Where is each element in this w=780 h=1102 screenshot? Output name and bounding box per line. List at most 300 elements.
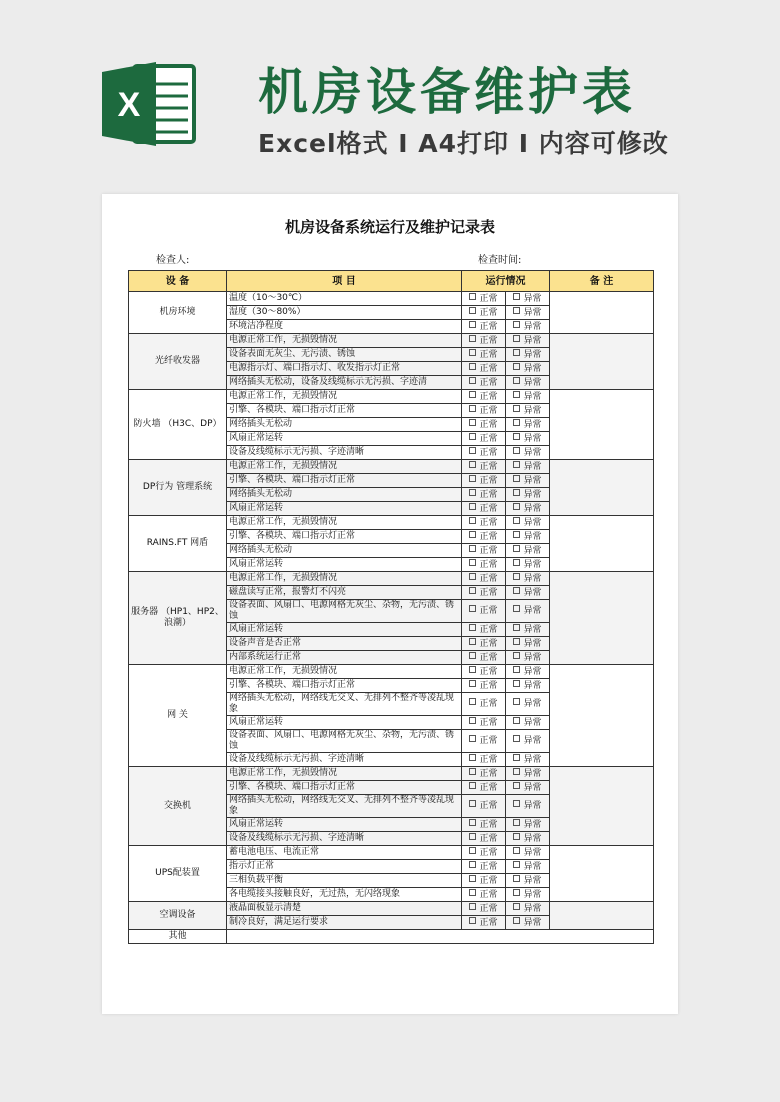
status-normal-cell[interactable]	[462, 334, 506, 348]
checkbox-abnormal[interactable]	[513, 782, 520, 789]
remarks-cell[interactable]	[550, 572, 654, 665]
check-item-cell: 引擎、各模块、端口指示灯正常	[227, 781, 462, 795]
checkbox-abnormal[interactable]	[513, 861, 520, 868]
check-item-cell: 电源正常工作，无损毁情况	[227, 334, 462, 348]
checkbox-abnormal[interactable]	[513, 405, 520, 412]
check-item-cell: 风扇正常运转	[227, 716, 462, 730]
checkbox-abnormal[interactable]	[513, 531, 520, 538]
check-item-cell: 设备表面无灰尘、无污渍、锈蚀	[227, 348, 462, 362]
checkbox-abnormal[interactable]	[513, 489, 520, 496]
equipment-cell: UPS配装置	[129, 846, 227, 902]
equipment-cell: 其他	[129, 930, 227, 944]
status-normal-cell[interactable]	[462, 404, 506, 418]
check-item-cell: 指示灯正常	[227, 860, 462, 874]
checkbox-abnormal[interactable]	[513, 433, 520, 440]
status-abnormal-cell[interactable]	[506, 544, 550, 558]
status-normal-cell[interactable]	[462, 730, 506, 753]
check-item-cell: 电源正常工作，无损毁情况	[227, 516, 462, 530]
status-normal-label: 正常	[479, 573, 498, 584]
header-status: 运行情况	[462, 271, 550, 292]
status-normal-cell[interactable]	[462, 637, 506, 651]
checkbox-abnormal[interactable]	[513, 377, 520, 384]
status-normal-cell[interactable]	[462, 679, 506, 693]
checkbox-normal[interactable]	[469, 391, 476, 398]
status-abnormal-cell[interactable]	[506, 460, 550, 474]
document-title: 机房设备系统运行及维护记录表	[284, 218, 495, 236]
status-normal-label: 正常	[479, 889, 498, 900]
status-abnormal-label: 异常	[523, 321, 542, 332]
status-normal-cell[interactable]	[462, 586, 506, 600]
status-abnormal-cell[interactable]	[506, 623, 550, 637]
status-abnormal-label: 异常	[523, 652, 542, 663]
status-normal-cell[interactable]	[462, 832, 506, 846]
checkbox-abnormal[interactable]	[513, 917, 520, 924]
status-normal-cell[interactable]	[462, 348, 506, 362]
status-normal-cell[interactable]	[462, 572, 506, 586]
checkbox-normal[interactable]	[469, 489, 476, 496]
checkbox-abnormal[interactable]	[513, 754, 520, 761]
equipment-cell: RAINS.FT 网盾	[129, 516, 227, 572]
status-normal-label: 正常	[479, 517, 498, 528]
status-normal-cell[interactable]	[462, 818, 506, 832]
status-normal-label: 正常	[479, 307, 498, 318]
check-item-cell: 电源指示灯、端口指示灯、收发指示灯正常	[227, 362, 462, 376]
status-abnormal-cell[interactable]	[506, 334, 550, 348]
checkbox-abnormal[interactable]	[513, 800, 520, 807]
status-normal-cell[interactable]	[462, 916, 506, 930]
status-abnormal-label: 异常	[523, 349, 542, 360]
checkbox-normal[interactable]	[469, 419, 476, 426]
checkbox-normal[interactable]	[469, 335, 476, 342]
status-normal-cell[interactable]	[462, 888, 506, 902]
excel-logo-letter: X	[117, 86, 141, 124]
checkbox-normal[interactable]	[469, 917, 476, 924]
status-normal-label: 正常	[479, 503, 498, 514]
checkbox-abnormal[interactable]	[513, 419, 520, 426]
check-item-cell: 引擎、各模块、端口指示灯正常	[227, 404, 462, 418]
status-abnormal-cell[interactable]	[506, 665, 550, 679]
checkbox-normal[interactable]	[469, 587, 476, 594]
status-abnormal-cell[interactable]	[506, 832, 550, 846]
status-abnormal-label: 异常	[523, 503, 542, 514]
remarks-cell[interactable]	[550, 846, 654, 902]
checkbox-normal[interactable]	[469, 405, 476, 412]
checkbox-normal[interactable]	[469, 861, 476, 868]
table-body	[129, 292, 654, 944]
check-item-cell: 网络插头无松动，设备及线缆标示无污损、字迹清	[227, 376, 462, 390]
status-normal-label: 正常	[479, 461, 498, 472]
checkbox-abnormal[interactable]	[513, 293, 520, 300]
checkbox-abnormal[interactable]	[513, 321, 520, 328]
equipment-cell: 网 关	[129, 665, 227, 767]
checkbox-normal[interactable]	[469, 605, 476, 612]
status-normal-label: 正常	[479, 699, 498, 709]
status-abnormal-cell[interactable]	[506, 693, 550, 716]
checkbox-normal[interactable]	[469, 638, 476, 645]
checkbox-normal[interactable]	[469, 717, 476, 724]
status-normal-cell[interactable]	[462, 376, 506, 390]
status-abnormal-cell[interactable]	[506, 306, 550, 320]
status-normal-label: 正常	[479, 489, 498, 500]
status-normal-label: 正常	[479, 606, 498, 616]
status-normal-cell[interactable]	[462, 530, 506, 544]
equipment-cell: 交换机	[129, 767, 227, 846]
checkbox-abnormal[interactable]	[513, 475, 520, 482]
checkbox-normal[interactable]	[469, 559, 476, 566]
status-abnormal-cell[interactable]	[506, 795, 550, 818]
status-abnormal-cell[interactable]	[506, 637, 550, 651]
status-normal-cell[interactable]	[462, 781, 506, 795]
status-abnormal-cell[interactable]	[506, 292, 550, 306]
checkbox-abnormal[interactable]	[513, 889, 520, 896]
status-abnormal-cell[interactable]	[506, 586, 550, 600]
status-abnormal-cell[interactable]	[506, 767, 550, 781]
status-abnormal-cell[interactable]	[506, 390, 550, 404]
checkbox-abnormal[interactable]	[513, 638, 520, 645]
remarks-cell[interactable]	[550, 516, 654, 572]
checkbox-normal[interactable]	[469, 768, 476, 775]
checkbox-abnormal[interactable]	[513, 819, 520, 826]
status-normal-label: 正常	[479, 475, 498, 486]
remarks-cell[interactable]	[550, 334, 654, 390]
status-abnormal-label: 异常	[523, 405, 542, 416]
checkbox-abnormal[interactable]	[513, 847, 520, 854]
checkbox-normal[interactable]	[469, 307, 476, 314]
check-item-cell: 网络插头无松动，网络线无交叉、无排列不整齐等凌乱现象	[227, 693, 462, 716]
checkbox-normal[interactable]	[469, 545, 476, 552]
checkbox-normal[interactable]	[469, 447, 476, 454]
status-abnormal-label: 异常	[523, 666, 542, 677]
status-abnormal-cell[interactable]	[506, 558, 550, 572]
status-abnormal-cell[interactable]	[506, 572, 550, 586]
status-normal-cell[interactable]	[462, 874, 506, 888]
check-item-cell: 引擎、各模块、端口指示灯正常	[227, 474, 462, 488]
checkbox-abnormal[interactable]	[513, 363, 520, 370]
status-normal-cell[interactable]	[462, 502, 506, 516]
checkbox-abnormal[interactable]	[513, 461, 520, 468]
checkbox-normal[interactable]	[469, 680, 476, 687]
check-item-cell: 环境洁净程度	[227, 320, 462, 334]
check-item-cell: 风扇正常运转	[227, 502, 462, 516]
checkbox-abnormal[interactable]	[513, 335, 520, 342]
checkbox-abnormal[interactable]	[513, 545, 520, 552]
status-normal-label: 正常	[479, 447, 498, 458]
checkbox-normal[interactable]	[469, 517, 476, 524]
status-abnormal-cell[interactable]	[506, 474, 550, 488]
status-abnormal-label: 异常	[523, 847, 542, 858]
checkbox-normal[interactable]	[469, 503, 476, 510]
status-normal-cell[interactable]	[462, 516, 506, 530]
equipment-cell: 防火墙 （H3C、DP）	[129, 390, 227, 460]
status-normal-cell[interactable]	[462, 320, 506, 334]
status-abnormal-cell[interactable]	[506, 348, 550, 362]
status-abnormal-label: 异常	[523, 624, 542, 635]
checkbox-normal[interactable]	[469, 475, 476, 482]
checkbox-abnormal[interactable]	[513, 666, 520, 673]
status-normal-label: 正常	[479, 349, 498, 360]
status-abnormal-cell[interactable]	[506, 530, 550, 544]
remarks-cell[interactable]	[550, 292, 654, 334]
remarks-cell[interactable]	[550, 767, 654, 846]
promo-title: 机房设备维护表	[258, 63, 636, 121]
status-abnormal-cell[interactable]	[506, 846, 550, 860]
status-normal-label: 正常	[479, 801, 498, 811]
check-item-cell: 磁盘读写正常，报警灯不闪亮	[227, 586, 462, 600]
status-abnormal-cell[interactable]	[506, 730, 550, 753]
checkbox-normal[interactable]	[469, 800, 476, 807]
check-item-cell: 设备表面、风扇口、电源网格无灰尘、杂物，无污渍、锈蚀	[227, 600, 462, 623]
status-normal-label: 正常	[479, 545, 498, 556]
status-abnormal-label: 异常	[523, 587, 542, 598]
checkbox-abnormal[interactable]	[513, 573, 520, 580]
inspector-label: 检查人:	[156, 255, 190, 266]
checkbox-abnormal[interactable]	[513, 833, 520, 840]
checkbox-normal[interactable]	[469, 875, 476, 882]
checkbox-abnormal[interactable]	[513, 698, 520, 705]
status-abnormal-label: 异常	[523, 875, 542, 886]
check-item-cell: 风扇正常运转	[227, 818, 462, 832]
status-abnormal-cell[interactable]	[506, 874, 550, 888]
status-abnormal-cell[interactable]	[506, 362, 550, 376]
checkbox-abnormal[interactable]	[513, 605, 520, 612]
remarks-cell[interactable]	[550, 390, 654, 460]
remarks-cell[interactable]	[550, 665, 654, 767]
check-item-cell: 引擎、各模块、端口指示灯正常	[227, 530, 462, 544]
status-normal-label: 正常	[479, 405, 498, 416]
status-normal-cell[interactable]	[462, 362, 506, 376]
status-abnormal-cell[interactable]	[506, 902, 550, 916]
status-normal-label: 正常	[479, 419, 498, 430]
status-abnormal-cell[interactable]	[506, 860, 550, 874]
check-item-cell: 蓄电池电压、电流正常	[227, 846, 462, 860]
status-abnormal-label: 异常	[523, 606, 542, 616]
status-abnormal-cell[interactable]	[506, 651, 550, 665]
check-item-cell: 设备表面、风扇口、电源网格无灰尘、杂物，无污渍、锈蚀	[227, 730, 462, 753]
table-row	[129, 390, 654, 404]
checkbox-normal[interactable]	[469, 847, 476, 854]
status-abnormal-cell[interactable]	[506, 600, 550, 623]
equipment-cell: 空调设备	[129, 902, 227, 930]
status-abnormal-label: 异常	[523, 782, 542, 793]
checkbox-normal[interactable]	[469, 363, 476, 370]
status-normal-cell[interactable]	[462, 418, 506, 432]
status-abnormal-cell[interactable]	[506, 488, 550, 502]
check-item-cell: 各电缆接头接触良好，无过热，无闪络现象	[227, 888, 462, 902]
checkbox-normal[interactable]	[469, 782, 476, 789]
status-normal-cell[interactable]	[462, 446, 506, 460]
check-item-cell: 温度（10～30℃）	[227, 292, 462, 306]
checkbox-abnormal[interactable]	[513, 903, 520, 910]
status-normal-label: 正常	[479, 717, 498, 728]
checkbox-normal[interactable]	[469, 652, 476, 659]
status-abnormal-cell[interactable]	[506, 716, 550, 730]
check-item-cell: 引擎、各模块、端口指示灯正常	[227, 679, 462, 693]
status-normal-label: 正常	[479, 847, 498, 858]
equipment-cell: 服务器 （HP1、HP2、浪潮）	[129, 572, 227, 665]
status-normal-label: 正常	[479, 335, 498, 346]
status-abnormal-cell[interactable]	[506, 418, 550, 432]
status-abnormal-cell[interactable]	[506, 446, 550, 460]
checkbox-normal[interactable]	[469, 666, 476, 673]
status-abnormal-label: 异常	[523, 736, 542, 746]
check-item-cell: 电源正常工作，无损毁情况	[227, 460, 462, 474]
status-normal-cell[interactable]	[462, 846, 506, 860]
status-abnormal-label: 异常	[523, 433, 542, 444]
status-abnormal-label: 异常	[523, 638, 542, 649]
status-abnormal-cell[interactable]	[506, 502, 550, 516]
checkbox-normal[interactable]	[469, 624, 476, 631]
status-abnormal-cell[interactable]	[506, 679, 550, 693]
status-abnormal-label: 异常	[523, 833, 542, 844]
status-abnormal-cell[interactable]	[506, 404, 550, 418]
checkbox-abnormal[interactable]	[513, 503, 520, 510]
status-normal-cell[interactable]	[462, 902, 506, 916]
table-row	[129, 767, 654, 781]
status-normal-cell[interactable]	[462, 665, 506, 679]
status-normal-cell[interactable]	[462, 390, 506, 404]
status-normal-cell[interactable]	[462, 623, 506, 637]
status-normal-cell[interactable]	[462, 292, 506, 306]
status-normal-label: 正常	[479, 861, 498, 872]
table-row	[129, 516, 654, 530]
status-normal-cell[interactable]	[462, 460, 506, 474]
checkbox-normal[interactable]	[469, 754, 476, 761]
status-abnormal-label: 异常	[523, 903, 542, 914]
maintenance-log-table	[128, 270, 654, 944]
status-normal-cell[interactable]	[462, 544, 506, 558]
status-normal-cell[interactable]	[462, 474, 506, 488]
checkbox-abnormal[interactable]	[513, 717, 520, 724]
status-abnormal-label: 异常	[523, 861, 542, 872]
status-abnormal-cell[interactable]	[506, 818, 550, 832]
status-normal-cell[interactable]	[462, 767, 506, 781]
status-abnormal-label: 异常	[523, 559, 542, 570]
status-abnormal-label: 异常	[523, 377, 542, 388]
status-normal-label: 正常	[479, 638, 498, 649]
status-normal-cell[interactable]	[462, 488, 506, 502]
checkbox-normal[interactable]	[469, 349, 476, 356]
checkbox-normal[interactable]	[469, 293, 476, 300]
checkbox-normal[interactable]	[469, 833, 476, 840]
checkbox-normal[interactable]	[469, 461, 476, 468]
status-abnormal-label: 异常	[523, 717, 542, 728]
checkbox-abnormal[interactable]	[513, 652, 520, 659]
status-normal-label: 正常	[479, 819, 498, 830]
status-abnormal-cell[interactable]	[506, 516, 550, 530]
status-abnormal-cell[interactable]	[506, 916, 550, 930]
status-abnormal-label: 异常	[523, 293, 542, 304]
status-abnormal-label: 异常	[523, 545, 542, 556]
status-normal-cell[interactable]	[462, 558, 506, 572]
status-abnormal-label: 异常	[523, 391, 542, 402]
table-row	[129, 902, 654, 916]
status-abnormal-cell[interactable]	[506, 781, 550, 795]
check-item-cell: 湿度（30～80%）	[227, 306, 462, 320]
check-item-cell: 设备及线缆标示无污损、字迹清晰	[227, 832, 462, 846]
checkbox-abnormal[interactable]	[513, 447, 520, 454]
check-item-cell: 网络插头无松动	[227, 488, 462, 502]
status-normal-label: 正常	[479, 666, 498, 677]
status-normal-cell[interactable]	[462, 753, 506, 767]
checkbox-abnormal[interactable]	[513, 735, 520, 742]
checkbox-normal[interactable]	[469, 903, 476, 910]
check-item-cell: 内部系统运行正常	[227, 651, 462, 665]
remarks-cell[interactable]	[550, 902, 654, 930]
checkbox-normal[interactable]	[469, 735, 476, 742]
check-item-cell: 电源正常工作，无损毁情况	[227, 390, 462, 404]
checkbox-abnormal[interactable]	[513, 349, 520, 356]
remarks-cell[interactable]	[550, 460, 654, 516]
status-normal-label: 正常	[479, 652, 498, 663]
status-abnormal-cell[interactable]	[506, 376, 550, 390]
status-normal-cell[interactable]	[462, 716, 506, 730]
status-normal-cell[interactable]	[462, 306, 506, 320]
status-normal-cell[interactable]	[462, 600, 506, 623]
checkbox-abnormal[interactable]	[513, 768, 520, 775]
status-normal-label: 正常	[479, 363, 498, 374]
status-normal-cell[interactable]	[462, 693, 506, 716]
checkbox-abnormal[interactable]	[513, 680, 520, 687]
status-abnormal-label: 异常	[523, 699, 542, 709]
table-row	[129, 665, 654, 679]
status-abnormal-label: 异常	[523, 461, 542, 472]
checkbox-normal[interactable]	[469, 321, 476, 328]
status-normal-label: 正常	[479, 768, 498, 779]
status-normal-cell[interactable]	[462, 651, 506, 665]
status-abnormal-cell[interactable]	[506, 432, 550, 446]
status-abnormal-label: 异常	[523, 335, 542, 346]
equipment-cell: 光纤收发器	[129, 334, 227, 390]
status-normal-cell[interactable]	[462, 795, 506, 818]
checkbox-abnormal[interactable]	[513, 587, 520, 594]
checkbox-normal[interactable]	[469, 698, 476, 705]
status-normal-label: 正常	[479, 321, 498, 332]
check-item-cell: 风扇正常运转	[227, 558, 462, 572]
status-abnormal-cell[interactable]	[506, 320, 550, 334]
other-notes-cell[interactable]	[227, 930, 654, 944]
status-abnormal-label: 异常	[523, 419, 542, 430]
check-item-cell: 电源正常工作，无损毁情况	[227, 665, 462, 679]
status-abnormal-label: 异常	[523, 447, 542, 458]
checkbox-abnormal[interactable]	[513, 624, 520, 631]
checkbox-normal[interactable]	[469, 531, 476, 538]
status-abnormal-label: 异常	[523, 768, 542, 779]
checkbox-normal[interactable]	[469, 819, 476, 826]
equipment-cell: DP行为 管理系统	[129, 460, 227, 516]
checkbox-normal[interactable]	[469, 573, 476, 580]
checkbox-abnormal[interactable]	[513, 559, 520, 566]
header-remarks: 备 注	[550, 271, 654, 292]
status-abnormal-cell[interactable]	[506, 753, 550, 767]
checkbox-abnormal[interactable]	[513, 875, 520, 882]
checkbox-abnormal[interactable]	[513, 307, 520, 314]
status-abnormal-label: 异常	[523, 889, 542, 900]
document-page	[102, 194, 678, 1014]
checkbox-normal[interactable]	[469, 377, 476, 384]
status-abnormal-cell[interactable]	[506, 888, 550, 902]
checkbox-normal[interactable]	[469, 889, 476, 896]
checkbox-abnormal[interactable]	[513, 391, 520, 398]
promo-subtitle: Excel格式 I A4打印 I 内容可修改	[258, 129, 669, 158]
checkbox-abnormal[interactable]	[513, 517, 520, 524]
status-normal-cell[interactable]	[462, 860, 506, 874]
status-abnormal-label: 异常	[523, 680, 542, 691]
status-normal-label: 正常	[479, 782, 498, 793]
status-normal-cell[interactable]	[462, 432, 506, 446]
check-item-cell: 液晶面板显示清楚	[227, 902, 462, 916]
status-abnormal-label: 异常	[523, 754, 542, 765]
checkbox-normal[interactable]	[469, 433, 476, 440]
